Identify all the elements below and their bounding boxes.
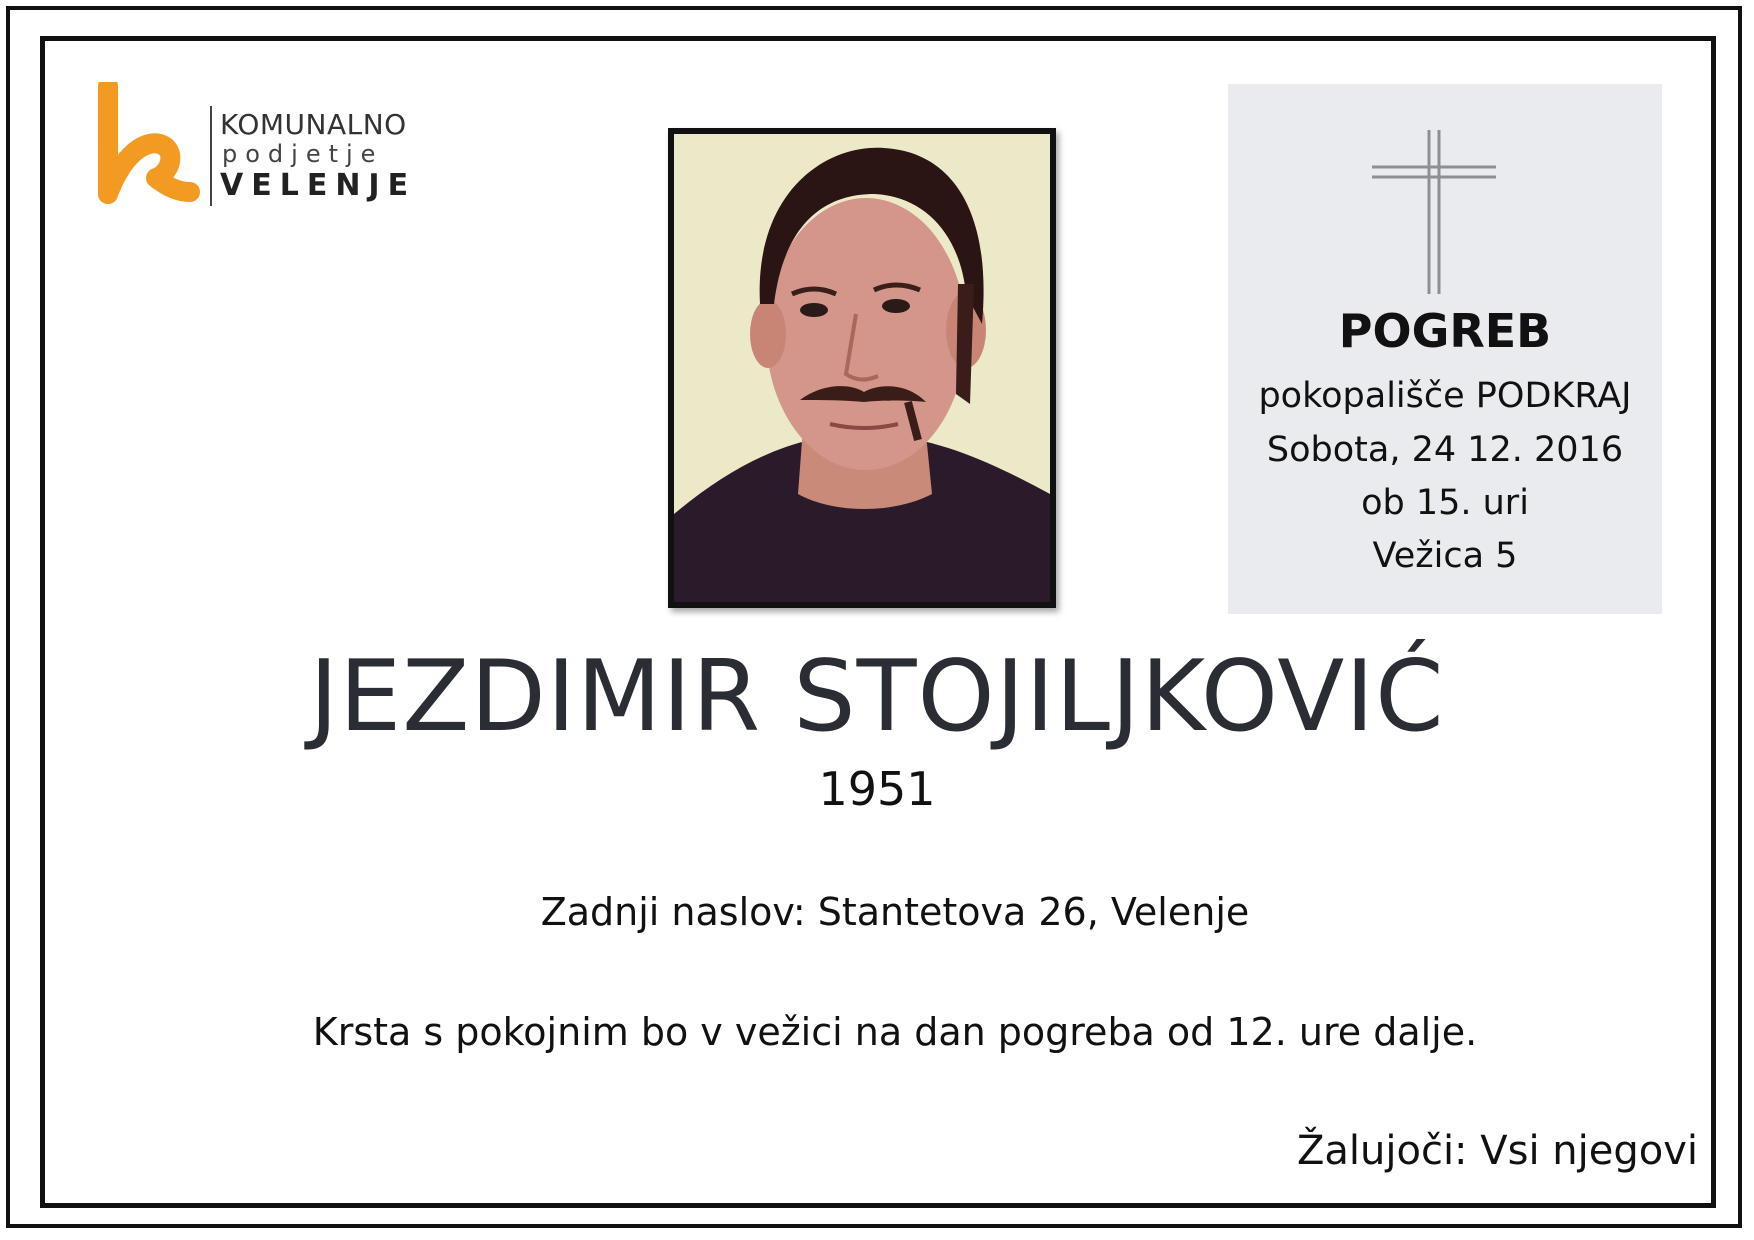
deceased-name: JEZDIMIR STOJILJKOVIĆ	[309, 640, 1445, 754]
funeral-title: POGREB	[1338, 304, 1552, 358]
funeral-info-box	[1228, 84, 1662, 614]
birth-year: 1951	[818, 762, 936, 816]
logo-text-line1: KOMUNALNO	[220, 108, 407, 141]
cross-icon	[1372, 130, 1496, 294]
last-address: Zadnji naslov: Stantetova 26, Velenje	[540, 890, 1250, 934]
cemetery-name: pokopališče PODKRAJ	[1258, 376, 1632, 416]
logo-text-line3: VELENJE	[220, 168, 417, 203]
logo-divider	[210, 106, 212, 206]
logo-k-icon	[94, 82, 202, 206]
funeral-time: ob 15. uri	[1361, 483, 1529, 523]
portrait-photo	[668, 128, 1056, 608]
mourners-text: Žalujoči: Vsi njegovi	[1296, 1128, 1698, 1174]
logo-text-line2: podjetje	[222, 140, 384, 168]
funeral-date: Sobota, 24 12. 2016	[1266, 430, 1624, 470]
viewing-notice: Krsta s pokojnim bo v vežici na dan pogreba od 12. ure dalje.	[312, 1010, 1478, 1054]
company-logo	[94, 82, 424, 206]
chapel-name: Vežica 5	[1372, 536, 1518, 576]
